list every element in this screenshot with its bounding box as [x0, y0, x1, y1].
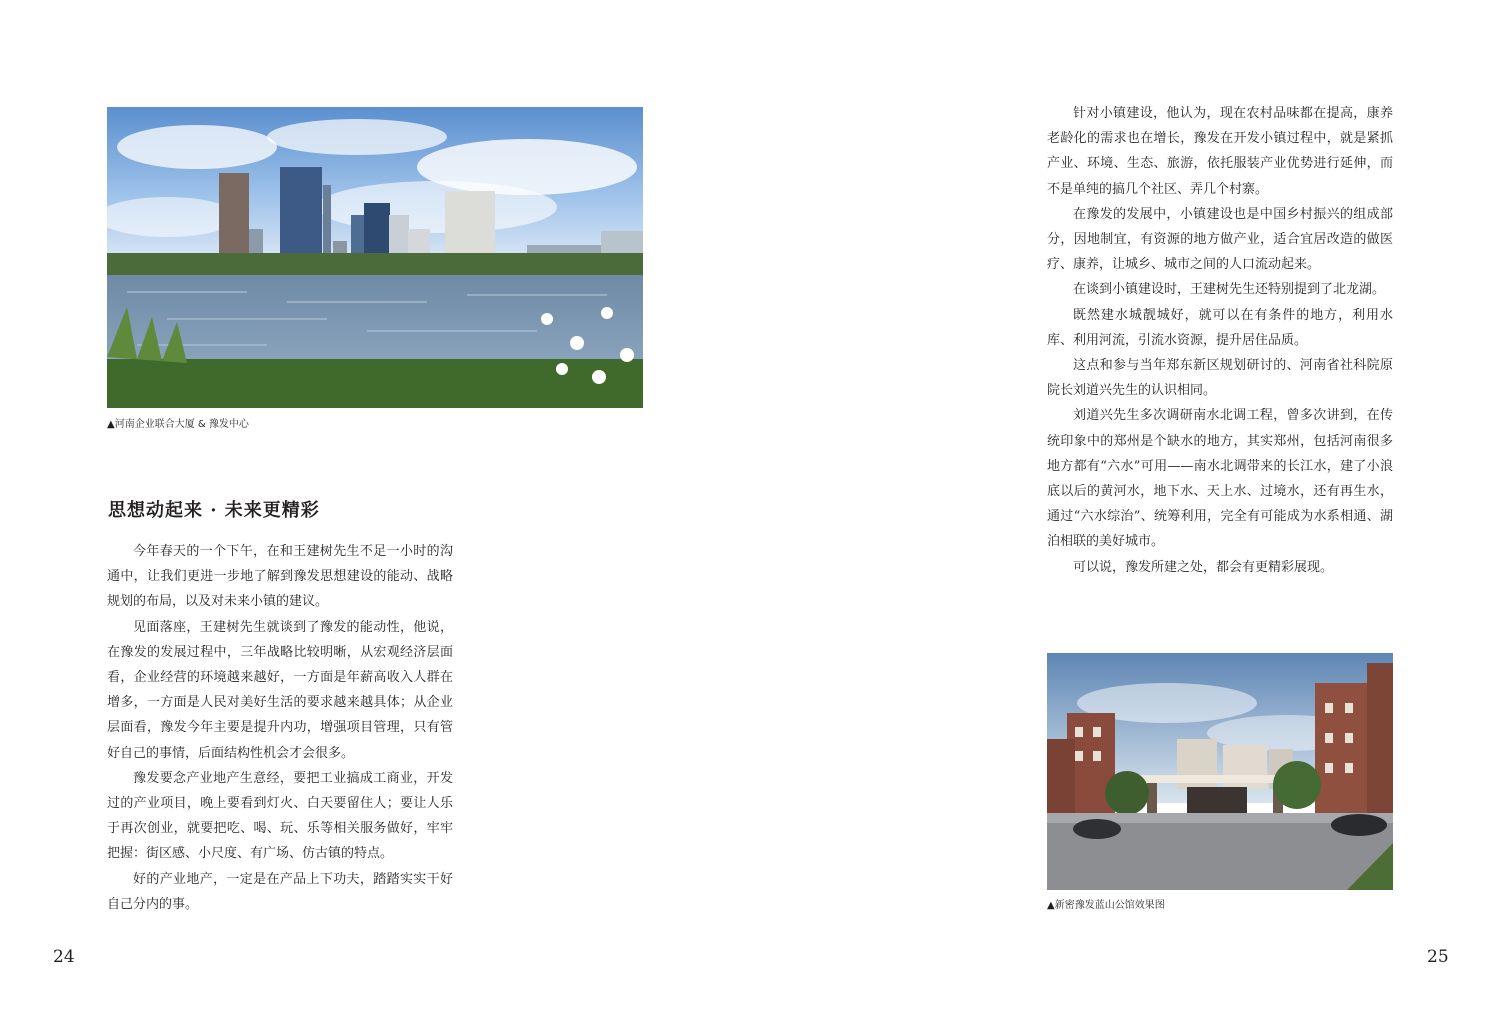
page-number-right: 25: [1427, 947, 1449, 967]
paragraph: 在谈到小镇建设时，王建树先生还特别提到了北龙湖。: [1073, 282, 1386, 298]
right-body-text: [1047, 101, 1393, 580]
page-number-left: 24: [53, 947, 75, 967]
section-heading: 思想动起来 · 未来更精彩: [108, 500, 320, 521]
photo-caption-right: ▲新密豫发蓝山公馆效果图: [1047, 900, 1165, 911]
paragraph: 豫发要念产业地产生意经，要把工业搞成工商业，开发过的产业项目，晚上要看到灯火、白天要留住人；要让人乐于再次创业，就要把吃、喝、玩、乐等相关服务做好，牢牢把握：街区感、小尺度、有广场、仿古镇的特点。: [107, 770, 453, 862]
paragraph: 今年春天的一个下午，在和王建树先生不足一小时的沟通中，让我们更进一步地了解到豫发思想建设的能动、战略规划的布局，以及对未来小镇的建议。: [107, 544, 453, 610]
photo-caption-left: ▲河南企业联合大厦 & 豫发中心: [107, 419, 249, 430]
paragraph: 见面落座，王建树先生就谈到了豫发的能动性，他说，在豫发的发展过程中，三年战略比较明晰，从宏观经济层面看，企业经营的环境越来越好，一方面是年薪高收入人群在增多，一方面是人民对美好生活的要求越来越具体；从企业层面看，豫发今年主要是提升内功，增强项目管理，只有管好自己的事情，后面结构性机会才会很多。: [107, 619, 453, 761]
paragraph: 好的产业地产，一定是在产品上下功夫，踏踏实实干好自己分内的事。: [107, 871, 453, 912]
paragraph: 可以说，豫发所建之处，都会有更精彩展现。: [1073, 559, 1334, 575]
lake-skyline-photo: [107, 107, 643, 408]
paragraph: 这点和参与当年郑东新区规划研讨的、河南省社科院原院长刘道兴先生的认识相同。: [1047, 358, 1393, 399]
left-body-text: [107, 539, 453, 917]
paragraph: 既然建水城靓城好，就可以在有条件的地方，利用水库、利用河流，引流水资源，提升居住品质。: [1047, 307, 1393, 348]
paragraph: 刘道兴先生多次调研南水北调工程，曾多次讲到，在传统印象中的郑州是个缺水的地方，其实郑州，包括河南很多地方都有“六水”可用——南水北调带来的长江水，建了小浪底以后的黄河水，地下水、天上水、过境水，还有再生水，通过“六水综治”、统筹利用，完全有可能成为水系相通、湖泊相联的美好城市。: [1047, 408, 1393, 550]
paragraph: 在豫发的发展中，小镇建设也是中国乡村振兴的组成部分，因地制宜，有资源的地方做产业，适合宜居改造的做医疗、康养，让城乡、城市之间的人口流动起来。: [1047, 206, 1393, 273]
residence-rendering-photo: [1047, 653, 1393, 890]
paragraph: 针对小镇建设，他认为，现在农村品味都在提高，康养老龄化的需求也在增长，豫发在开发小镇过程中，就是紧抓产业、环境、生态、旅游，依托服装产业优势进行延伸，而不是单纯的搞几个社区、弄几个村寨。: [1047, 106, 1393, 197]
